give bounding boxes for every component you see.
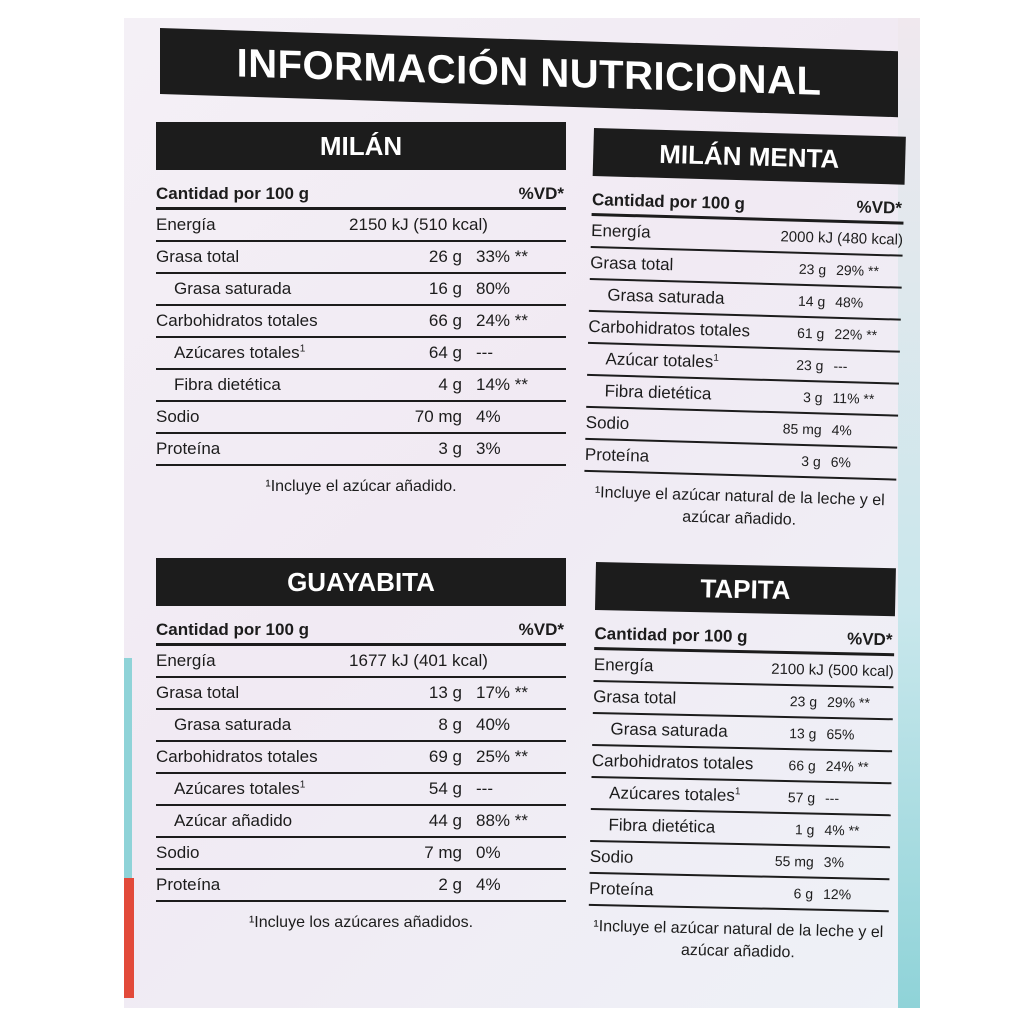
nutrient-row	[156, 306, 566, 338]
daily-value: 17% **	[476, 683, 528, 702]
nutrient-label	[156, 343, 372, 363]
daily-value: 24% **	[825, 757, 869, 775]
nutrient-amount: 2 g	[438, 875, 462, 894]
nutrient-label	[587, 349, 763, 374]
column-header	[156, 620, 566, 646]
nutrient-label	[593, 687, 757, 710]
nutrient-name: Fibra dietética	[608, 815, 716, 837]
panel-title: MILÁN	[156, 122, 566, 170]
nutrient-name: Grasa saturada	[607, 285, 725, 308]
nutrient-row	[156, 370, 566, 402]
footnote-marker: 1	[734, 786, 741, 798]
nutrient-row	[156, 242, 566, 274]
nutrient-label	[590, 847, 754, 870]
nutrient-label	[156, 843, 372, 863]
nutrient-name: Proteína	[584, 444, 650, 466]
daily-value: 3%	[476, 439, 501, 458]
daily-value: 33% **	[476, 247, 528, 266]
nutrient-amount: 7 mg	[424, 843, 462, 862]
nutrition-panel-guayabita	[156, 558, 566, 934]
nutrient-label	[156, 279, 372, 299]
nutrient-label	[588, 317, 764, 342]
daily-value: 11% **	[832, 389, 875, 407]
nutrient-amount: 23 g	[789, 693, 818, 710]
footnote-marker: 1	[299, 343, 306, 355]
daily-value: 22% **	[834, 325, 878, 343]
daily-value-header: %VD*	[518, 620, 564, 639]
footnote: ¹Incluye el azúcar natural de la leche y el azúcar añadido.	[594, 484, 885, 529]
nutrient-label	[592, 719, 756, 742]
energy-row	[156, 210, 566, 242]
daily-value: 24% **	[476, 311, 528, 330]
footnote: ¹Incluye el azúcar añadido.	[265, 478, 457, 495]
nutrient-label	[156, 439, 372, 459]
daily-value: ---	[824, 789, 840, 807]
daily-value: 4%	[831, 421, 853, 439]
nutrient-row	[156, 806, 566, 838]
daily-value: 0%	[476, 843, 501, 862]
nutrient-label	[156, 747, 372, 767]
nutrient-label	[156, 811, 372, 831]
quantity-header: Cantidad por 100 g	[594, 623, 748, 647]
nutrient-label	[589, 285, 765, 310]
nutrient-amount: 23 g	[795, 356, 824, 374]
nutrient-label	[589, 879, 753, 902]
nutrient-label	[156, 375, 372, 395]
daily-value: 29% **	[835, 261, 880, 280]
nutrient-amount: 69 g	[428, 747, 462, 766]
nutrient-label	[156, 683, 372, 703]
daily-value: 80%	[476, 279, 511, 298]
nutrient-name: Azúcar añadido	[174, 811, 293, 830]
daily-value: 3%	[823, 853, 845, 871]
daily-value: 48%	[835, 293, 864, 311]
daily-value: 65%	[826, 725, 855, 743]
nutrient-label	[156, 311, 372, 331]
nutrient-name: Proteína	[156, 875, 221, 894]
footnote: ¹Incluye el azúcar natural de la leche y el azúcar añadido.	[593, 918, 884, 962]
nutrient-label	[592, 751, 756, 774]
nutrient-label	[156, 407, 372, 427]
footnote-marker: 1	[713, 352, 720, 364]
nutrient-amount: 44 g	[428, 811, 462, 830]
nutrient-amount: 1 g	[794, 821, 815, 838]
daily-value-header: %VD*	[846, 629, 893, 650]
nutrient-row	[156, 274, 566, 306]
nutrient-name: Sodio	[589, 846, 634, 867]
nutrient-name: Sodio	[156, 407, 200, 426]
energy-value: 1677 kJ (401 kcal)	[349, 651, 488, 670]
nutrient-name: Grasa total	[156, 683, 240, 702]
daily-value: 6%	[830, 453, 852, 471]
nutrient-label: Energía	[156, 651, 216, 670]
panel-title: GUAYABITA	[156, 558, 566, 606]
nutrient-name: Fibra dietética	[174, 375, 281, 394]
nutrient-row	[156, 678, 566, 710]
nutrient-row	[156, 774, 566, 806]
nutrient-amount: 8 g	[438, 715, 462, 734]
nutrient-amount: 55 mg	[774, 852, 814, 870]
daily-value: 25% **	[476, 747, 528, 766]
nutrient-amount: 85 mg	[782, 420, 822, 438]
nutrition-panel-milan	[156, 122, 566, 498]
daily-value-header: %VD*	[518, 184, 564, 203]
nutrient-amount: 66 g	[788, 757, 816, 774]
nutrient-name: Grasa total	[589, 252, 674, 275]
nutrient-row	[156, 742, 566, 774]
nutrient-label: Energía	[593, 654, 654, 676]
nutrient-label: Energía	[156, 215, 216, 234]
daily-value: 29% **	[826, 693, 871, 711]
daily-value: 14% **	[476, 375, 528, 394]
daily-value: 4% **	[824, 821, 860, 839]
nutrient-label	[591, 783, 755, 806]
nutrient-amount: 64 g	[428, 343, 462, 362]
nutrient-amount: 16 g	[428, 279, 462, 298]
nutrient-label	[585, 413, 761, 438]
daily-value: ---	[476, 779, 493, 798]
nutrient-name: Grasa saturada	[610, 719, 728, 741]
nutrient-label	[156, 779, 372, 799]
column-header	[156, 184, 566, 210]
nutrient-label	[586, 381, 762, 406]
nutrient-amount: 13 g	[789, 725, 817, 742]
nutrient-amount: 66 g	[428, 311, 462, 330]
quantity-header: Cantidad por 100 g	[591, 189, 746, 214]
nutrient-name: Grasa saturada	[174, 279, 292, 298]
quantity-header: Cantidad por 100 g	[156, 184, 310, 203]
nutrient-row	[156, 870, 566, 902]
nutrient-amount: 70 mg	[414, 407, 462, 426]
nutrient-amount: 6 g	[793, 885, 814, 902]
daily-value: 4%	[476, 875, 501, 894]
daily-value: 12%	[822, 885, 852, 903]
energy-value: 2150 kJ (510 kcal)	[349, 215, 488, 234]
panel-title: TAPITA	[595, 562, 896, 616]
nutrient-name: Grasa total	[156, 247, 240, 266]
nutrient-name: Proteína	[156, 439, 221, 458]
energy-value: 2100 kJ (500 kcal)	[771, 660, 894, 680]
nutrient-name: Azúcares totales	[174, 343, 300, 362]
nutrient-name: Sodio	[156, 843, 200, 862]
nutrient-row	[156, 838, 566, 870]
nutrient-amount: 13 g	[428, 683, 462, 702]
nutrient-name: Proteína	[588, 878, 654, 900]
daily-value: 4%	[476, 407, 501, 426]
nutrient-name: Carbohidratos totales	[156, 747, 318, 766]
nutrient-amount: 61 g	[796, 324, 825, 342]
nutrient-label	[156, 875, 372, 895]
nutrient-name: Azúcar totales	[605, 349, 714, 372]
nutrient-name: Azúcares totales	[608, 783, 736, 805]
nutrient-amount: 3 g	[801, 452, 822, 470]
nutrient-name: Azúcares totales	[174, 779, 300, 798]
daily-value: ---	[833, 357, 848, 375]
package-edge-accent	[124, 878, 134, 998]
nutrient-row	[156, 402, 566, 434]
daily-value-header: %VD*	[856, 197, 903, 218]
nutrient-name: Grasa saturada	[174, 715, 292, 734]
nutrient-name: Carbohidratos totales	[591, 750, 754, 774]
quantity-header: Cantidad por 100 g	[156, 620, 310, 639]
nutrient-label	[156, 247, 372, 267]
energy-row	[156, 646, 566, 678]
nutrient-row	[156, 338, 566, 370]
panel-title: MILÁN MENTA	[593, 128, 906, 185]
nutrition-panel-milan-menta	[583, 128, 906, 535]
nutrition-panel-tapita	[588, 562, 896, 966]
nutrient-name: Carbohidratos totales	[156, 311, 318, 330]
nutrient-amount: 14 g	[797, 292, 826, 310]
nutrient-label	[590, 815, 754, 838]
nutrient-label	[590, 253, 766, 278]
nutrient-amount: 23 g	[798, 260, 827, 278]
nutrient-row	[156, 710, 566, 742]
daily-value: 88% **	[476, 811, 528, 830]
nutrient-label: Energía	[590, 220, 651, 242]
nutrient-name: Grasa total	[592, 686, 677, 708]
package-edge-accent	[124, 658, 132, 878]
page-title: INFORMACIÓN NUTRICIONAL	[160, 28, 898, 117]
nutrient-label	[585, 445, 761, 470]
nutrient-amount: 54 g	[428, 779, 462, 798]
nutrient-amount: 57 g	[787, 789, 816, 806]
nutrient-amount: 4 g	[438, 375, 462, 394]
footnote: ¹Incluye los azúcares añadidos.	[248, 914, 474, 931]
daily-value: 40%	[476, 715, 511, 734]
nutrient-amount: 3 g	[438, 439, 462, 458]
nutrient-label	[156, 715, 372, 735]
nutrient-amount: 3 g	[802, 388, 823, 406]
nutrient-amount: 26 g	[428, 247, 462, 266]
nutrient-name: Fibra dietética	[604, 381, 712, 404]
nutrient-row	[156, 434, 566, 466]
nutrient-name: Sodio	[585, 412, 630, 434]
nutrient-row	[589, 874, 890, 912]
nutrient-name: Carbohidratos totales	[588, 316, 751, 341]
daily-value: ---	[476, 343, 493, 362]
energy-value: 2000 kJ (480 kcal)	[780, 227, 904, 249]
footnote-marker: 1	[299, 779, 306, 791]
